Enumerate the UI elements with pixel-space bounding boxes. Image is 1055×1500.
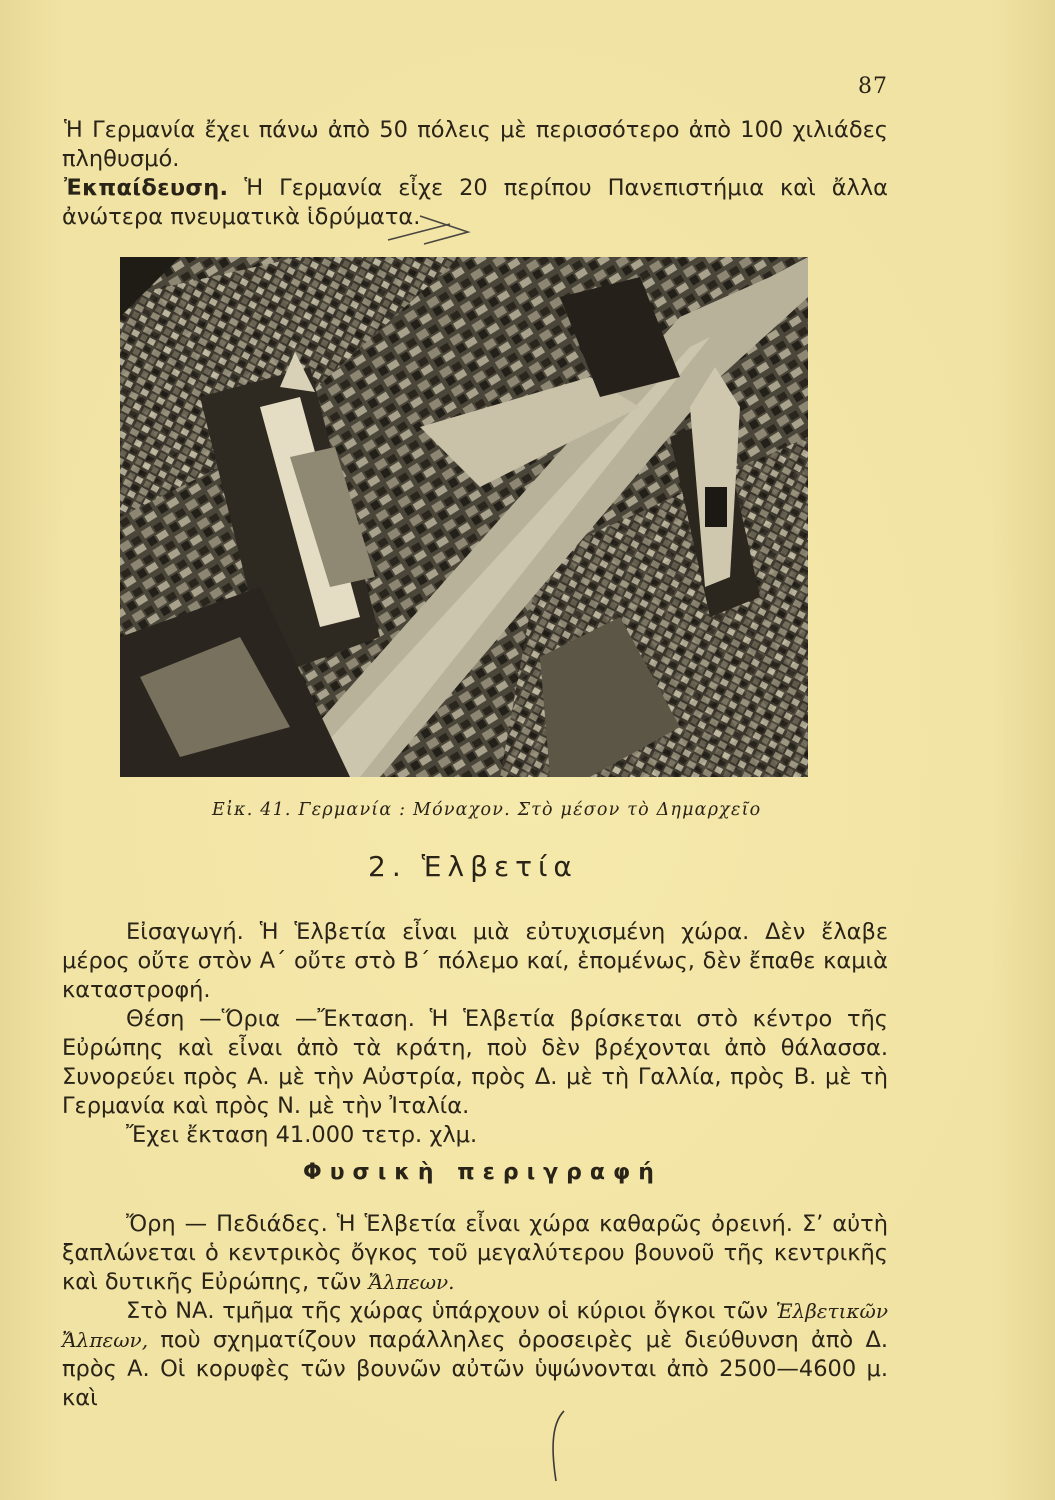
area-text: Ἔχει ἔκταση 41.000 τετρ. χλμ. <box>126 1122 478 1148</box>
section-title-switzerland: 2. Ἑλβετία <box>368 850 578 883</box>
education-text: Ἡ Γερμανία εἶχε 20 περίπου Πανεπιστήμια καὶ ἄλλα ἀνώτερα πνευματικὰ ἱδρύματα. <box>62 175 888 230</box>
southeast-text-a: Στὸ ΝΑ. τμῆμα τῆς χώρας ὑπάρχουν οἱ κύριοι ὄγκοι τῶν <box>126 1298 776 1324</box>
area-paragraph <box>62 1121 888 1150</box>
pencil-stroke-mark <box>540 1405 580 1485</box>
intro-section-heading: Εἰσαγωγή. <box>126 919 244 945</box>
mountains-heading: Ὄρη — Πεδιάδες. <box>126 1211 328 1237</box>
position-text: Ἡ Ἑλβετία βρίσκεται στὸ κέντρο τῆς Εὐρώπης καὶ εἶναι ἀπὸ τὰ κράτη, ποὺ δὲν βρέχονται ἀπὸ θάλασσα. Συνορεύει πρὸς Α. μὲ τὴν Αὐστρία, πρὸς Δ. μὲ τὴ Γαλλία, πρὸς Β. μὲ τὴ Γερμανία καὶ πρὸς Ν. μὲ τὴν Ἰταλία. <box>62 1006 889 1119</box>
page-number: 87 <box>858 74 888 99</box>
switzerland-text-block <box>62 918 888 1150</box>
position-paragraph <box>62 1005 888 1121</box>
position-heading: Θέση —Ὅρια —Ἔκταση. <box>126 1006 415 1032</box>
mountains-paragraph <box>62 1210 888 1297</box>
southeast-paragraph <box>62 1297 888 1413</box>
southeast-text-b: ποὺ σχηματίζουν παράλληλες ὀροσειρὲς μὲ διεύθυνση ἀπὸ Δ. πρὸς Α. Οἱ κορυφὲς τῶν βουνῶν αὐτῶν ὑψώνονται ἀπὸ 2500—4600 μ. καὶ <box>62 1327 888 1411</box>
munich-aerial-illustration <box>120 257 808 777</box>
intro-paragraph <box>62 116 888 174</box>
figure-caption: Εἰκ. 41. Γερμανία : Μόναχον. Στὸ μέσον τὸ Δημαρχεῖο <box>212 800 762 820</box>
intro-section-text: Ἡ Ἑλβετία εἶναι μιὰ εὐτυχισμένη χώρα. Δὲν ἔλαβε μέρος οὔτε στὸν Α΄ οὔτε στὸ Β΄ πόλεμο καί, ἑπομένως, δὲν ἔπαθε καμιὰ καταστροφή. <box>62 919 888 1003</box>
intro-line: Ἡ Γερμανία ἔχει πάνω ἀπὸ 50 πόλεις μὲ περισσότερο ἀπὸ 100 χιλιάδες πληθυσμό. <box>62 117 888 172</box>
swiss-alps-name: Ἑλβετικῶν Ἄλπεων, <box>62 1299 888 1352</box>
intro-section-paragraph <box>62 918 888 1005</box>
physical-description-block <box>62 1210 888 1413</box>
education-heading: Ἐκπαίδευση. <box>64 175 229 201</box>
mountains-alps-name: Ἄλπεων. <box>368 1270 455 1294</box>
pencil-arrow-mark <box>380 210 490 250</box>
munich-aerial-photo <box>120 257 808 777</box>
mountains-text: Ἡ Ἑλβετία εἶναι χώρα καθαρῶς ὀρεινή. Σ’ αὐτὴ ξαπλώνεται ὁ κεντρικὸς ὄγκος τοῦ μεγαλύτερου βουνοῦ τῆς κεντρικῆς καὶ δυτικῆς Εὐρώπης, τῶν <box>62 1211 888 1295</box>
subsection-title-physical-description: Φυσικὴ περιγραφή <box>303 1160 662 1185</box>
